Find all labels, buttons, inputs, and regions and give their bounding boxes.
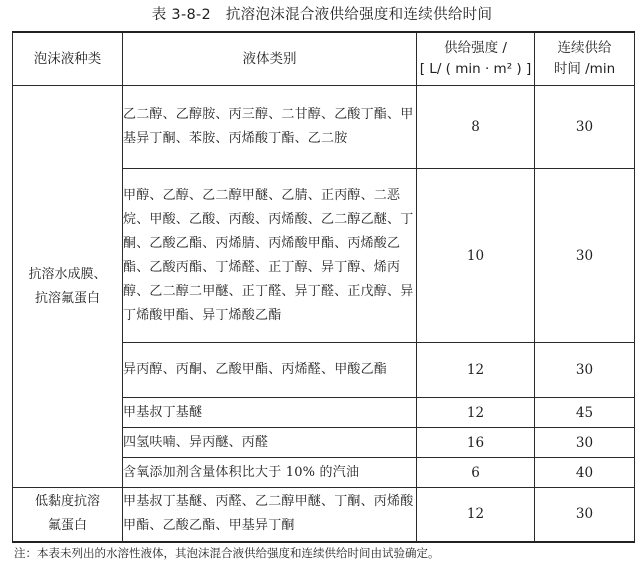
duration-cell: 30 bbox=[535, 343, 635, 398]
header-supply-intensity bbox=[417, 32, 535, 86]
liquid-cell: 甲基叔丁基醚 bbox=[123, 398, 417, 428]
header-supply-intensity-line2: [ L/ ( min · m² ) ] bbox=[419, 61, 532, 77]
duration-cell: 40 bbox=[535, 458, 635, 488]
duration-cell: 30 bbox=[535, 86, 635, 169]
duration-cell: 30 bbox=[535, 488, 635, 542]
duration-cell: 45 bbox=[535, 398, 635, 428]
header-row bbox=[13, 32, 635, 86]
liquid-cell: 甲基叔丁基醚、丙醛、乙二醇甲醚、丁酮、丙烯酸甲酯、乙酸乙酯、甲基异丁酮 bbox=[123, 488, 417, 542]
foam-type-cell bbox=[13, 488, 123, 542]
table-title: 表 3-8-2 抗溶泡沫混合液供给强度和连续供给时间 bbox=[151, 7, 493, 23]
duration-cell: 30 bbox=[535, 169, 635, 343]
liquid-cell: 甲醇、乙醇、乙二醇甲醚、乙腈、正丙醇、二恶烷、甲酸、乙酸、丙酸、丙烯酸、乙二醇乙醚、丁酮、乙酸乙酯、丙烯腈、丙烯酸甲酯、丙烯酸乙酯、乙酸丙酯、丁烯醛、正丁醇、异丁醇、烯丙醇、乙二醇二甲醚、正丁醛、异丁醛、正戊醇、异丁烯酸甲酯、异丁烯酸乙酯 bbox=[123, 169, 417, 343]
supply-table bbox=[12, 31, 635, 543]
intensity-cell: 16 bbox=[417, 428, 535, 458]
foam-type-line: 低黏度抗溶 bbox=[34, 494, 100, 510]
header-foam-type: 泡沫液种类 bbox=[13, 32, 123, 86]
foam-type-line: 抗溶水成膜、 bbox=[28, 266, 107, 282]
intensity-cell: 12 bbox=[417, 488, 535, 542]
liquid-cell: 异丙醇、丙酮、乙酸甲酯、丙烯醛、甲酸乙酯 bbox=[123, 343, 417, 398]
intensity-cell: 12 bbox=[417, 398, 535, 428]
intensity-cell: 8 bbox=[417, 86, 535, 169]
intensity-cell: 10 bbox=[417, 169, 535, 343]
foam-type-cell bbox=[13, 86, 123, 488]
header-duration bbox=[535, 32, 635, 86]
header-supply-intensity-line1: 供给强度 / bbox=[444, 40, 507, 56]
table-footnote: 注：本表未列出的水溶性液体，其泡沫混合液供给强度和连续供给时间由试验确定。 bbox=[14, 546, 440, 560]
header-liquid-type: 液体类别 bbox=[123, 32, 417, 86]
liquid-cell: 乙二醇、乙醇胺、丙三醇、二甘醇、乙酸丁酯、甲基异丁酮、苯胺、丙烯酸丁酯、乙二胺 bbox=[123, 86, 417, 169]
intensity-cell: 12 bbox=[417, 343, 535, 398]
header-duration-line1: 连续供给 bbox=[557, 40, 612, 56]
liquid-cell: 含氧添加剂含量体积比大于 10% 的汽油 bbox=[123, 458, 417, 488]
foam-type-line: 氟蛋白 bbox=[47, 518, 87, 534]
table-row bbox=[13, 488, 635, 542]
liquid-cell: 四氢呋喃、异丙醚、丙醛 bbox=[123, 428, 417, 458]
table-row bbox=[13, 86, 635, 169]
header-duration-line2: 时间 /min bbox=[553, 61, 616, 77]
intensity-cell: 6 bbox=[417, 458, 535, 488]
duration-cell: 30 bbox=[535, 428, 635, 458]
foam-type-line: 抗溶氟蛋白 bbox=[34, 290, 100, 306]
